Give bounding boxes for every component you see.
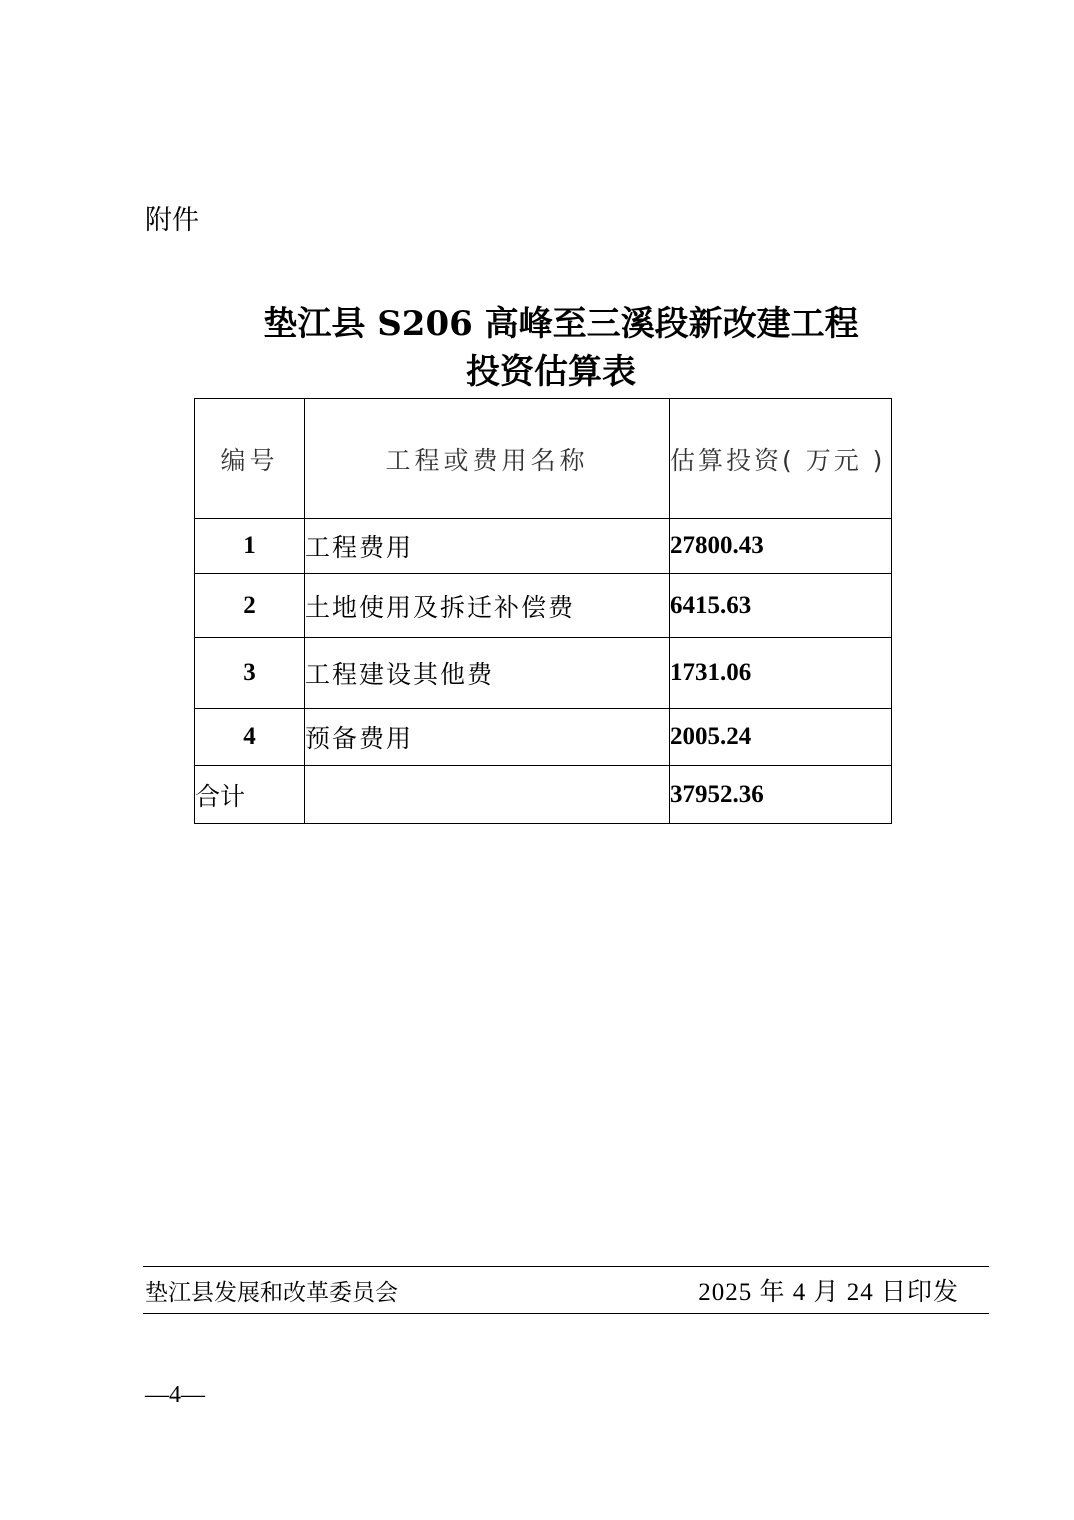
row-number: 3 [195,638,305,709]
row-amount: 1731.06 [670,638,892,709]
row-number: 4 [195,709,305,766]
row-item-name: 预备费用 [305,709,670,766]
table-row [195,574,892,638]
document-title [0,300,1074,396]
header-item-name: 工程或费用名称 [305,399,670,519]
table-row [195,709,892,766]
table-header-row [195,399,892,519]
row-item-name: 土地使用及拆迁补偿费 [305,574,670,638]
footer-top-rule [143,1266,989,1267]
row-item-name: 工程建设其他费 [305,638,670,709]
attachment-label: 附件 [145,205,199,236]
table-total-row [195,766,892,824]
title-line-2: 投资估算表 [466,352,636,392]
row-number: 2 [195,574,305,638]
investment-estimate-table [194,398,892,824]
title-line-1: 垫江县 S206 高峰至三溪段新改建工程 [263,304,859,344]
row-amount: 27800.43 [670,519,892,574]
total-amount: 37952.36 [670,766,892,824]
row-amount: 2005.24 [670,709,892,766]
page-number: —4— [145,1382,205,1408]
table-row [195,519,892,574]
table-row [195,638,892,709]
header-number: 编号 [195,399,305,519]
total-item-name [305,766,670,824]
row-number: 1 [195,519,305,574]
total-label: 合计 [195,766,305,824]
row-amount: 6415.63 [670,574,892,638]
footer-issuer: 垫江县发展和改革委员会 [145,1280,398,1306]
header-estimated-investment: 估算投资( 万元 ) [670,399,892,519]
row-item-name: 工程费用 [305,519,670,574]
footer-bottom-rule [143,1313,989,1314]
footer-issue-date: 2025 年 4 月 24 日印发 [698,1279,959,1306]
